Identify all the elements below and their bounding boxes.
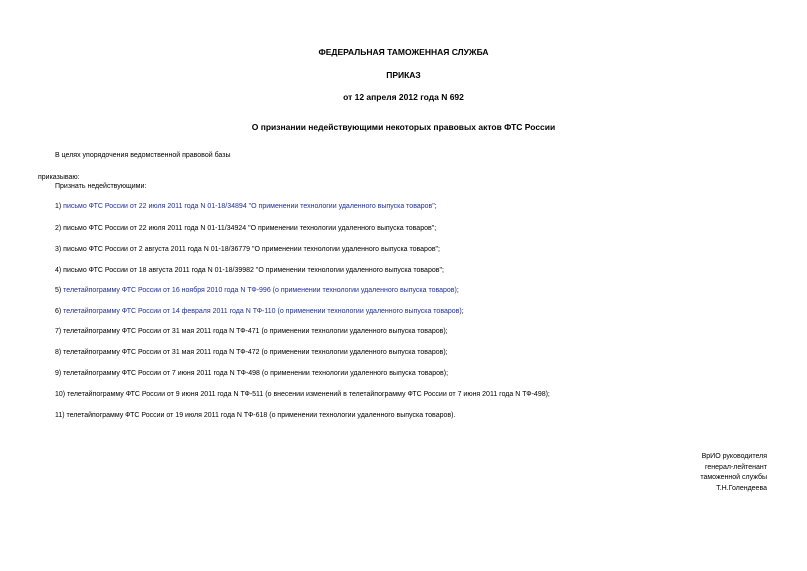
list-item-text: письмо ФТС России от 18 августа 2011 года N 01-18/39982 "О применении технологии удаленного выпуска товаров"; xyxy=(63,267,444,274)
signature-position: ВрИО руководителя xyxy=(701,453,767,460)
document-subject: О признании недействующими некоторых правовых актов ФТС России xyxy=(251,122,556,132)
list-item-text: телетайпограмму ФТС России от 31 мая 2011 года N ТФ-472 (о применении технологии удаленного выпуска товаров); xyxy=(63,349,448,356)
list-item-number: 3) xyxy=(55,246,64,253)
list-item xyxy=(55,245,440,254)
orders-paragraph: приказываю: xyxy=(38,174,80,181)
list-item-number: 7) xyxy=(55,328,64,335)
list-item-number: 11) xyxy=(55,412,67,419)
list-item-text: телетайпограмму ФТС России от 9 июня 2011 года N ТФ-511 (о внесении изменений в телетайпограмму ФТС России от 7 июня 2011 года N ТФ-498); xyxy=(67,391,550,398)
intro-paragraph: В целях упорядочения ведомственной правовой базы xyxy=(55,152,231,159)
document-type: ПРИКАЗ xyxy=(386,70,421,80)
list-item-number: 9) xyxy=(55,370,64,377)
list-item-text: телетайпограмму ФТС России от 31 мая 2011 года N ТФ-471 (о применении технологии удаленного выпуска товаров); xyxy=(63,328,448,335)
list-item xyxy=(55,390,550,399)
document-date-number: от 12 апреля 2012 года N 692 xyxy=(343,92,464,102)
list-item xyxy=(55,307,464,316)
list-item xyxy=(55,411,455,420)
list-item-suffix: ; xyxy=(434,203,437,210)
list-item xyxy=(55,224,436,233)
recognize-paragraph: Признать недействующими: xyxy=(55,183,147,190)
list-item-suffix: ; xyxy=(461,308,464,315)
list-item-number: 8) xyxy=(55,349,64,356)
list-item-number: 10) xyxy=(55,391,68,398)
list-item-text: телетайпограмму ФТС России от 7 июня 2011 года N ТФ-498 (о применении технологии удаленного выпуска товаров); xyxy=(63,370,449,377)
signature-rank: генерал-лейтенант xyxy=(705,463,767,471)
list-item-text: телетайпограмму ФТС России от 19 июля 2011 года N ТФ-618 (о применении технологии удаленного выпуска товаров). xyxy=(66,412,456,419)
signature-block xyxy=(700,452,767,494)
list-item xyxy=(55,286,459,295)
list-item xyxy=(55,369,448,378)
list-item-number: 5) xyxy=(55,287,64,294)
list-item xyxy=(55,266,444,275)
list-item-suffix: ; xyxy=(456,287,459,294)
signature-service: таможенной службы xyxy=(700,474,767,481)
list-item-number: 1) xyxy=(55,203,64,210)
list-item-link[interactable]: телетайпограмму ФТС России от 14 февраля 2011 года N ТФ-110 (о применении технологии удаленного выпуска товаров) xyxy=(63,308,462,315)
list-item-link[interactable]: письмо ФТС России от 22 июля 2011 года N 01-18/34894 "О применении технологии удаленного выпуска товаров" xyxy=(63,203,435,210)
list-item-number: 2) xyxy=(55,225,64,232)
list-item xyxy=(55,202,437,211)
list-item-text: письмо ФТС России от 22 июля 2011 года N 01-11/34924 "О применении технологии удаленного выпуска товаров"; xyxy=(63,225,437,232)
list-item-number: 4) xyxy=(55,267,64,274)
agency-title: ФЕДЕРАЛЬНАЯ ТАМОЖЕННАЯ СЛУЖБА xyxy=(318,47,489,57)
list-item-text: письмо ФТС России от 2 августа 2011 года N 01-18/36779 "О применении технологии удаленного выпуска товаров"; xyxy=(63,246,440,253)
list-item-link[interactable]: телетайпограмму ФТС России от 16 ноября 2010 года N ТФ-996 (о применении технологии удаленного выпуска товаров) xyxy=(63,287,457,294)
list-item xyxy=(55,327,448,336)
signature-name: Т.Н.Голендеева xyxy=(716,484,767,492)
list-item xyxy=(55,348,448,357)
list-item-number: 6) xyxy=(55,308,64,315)
